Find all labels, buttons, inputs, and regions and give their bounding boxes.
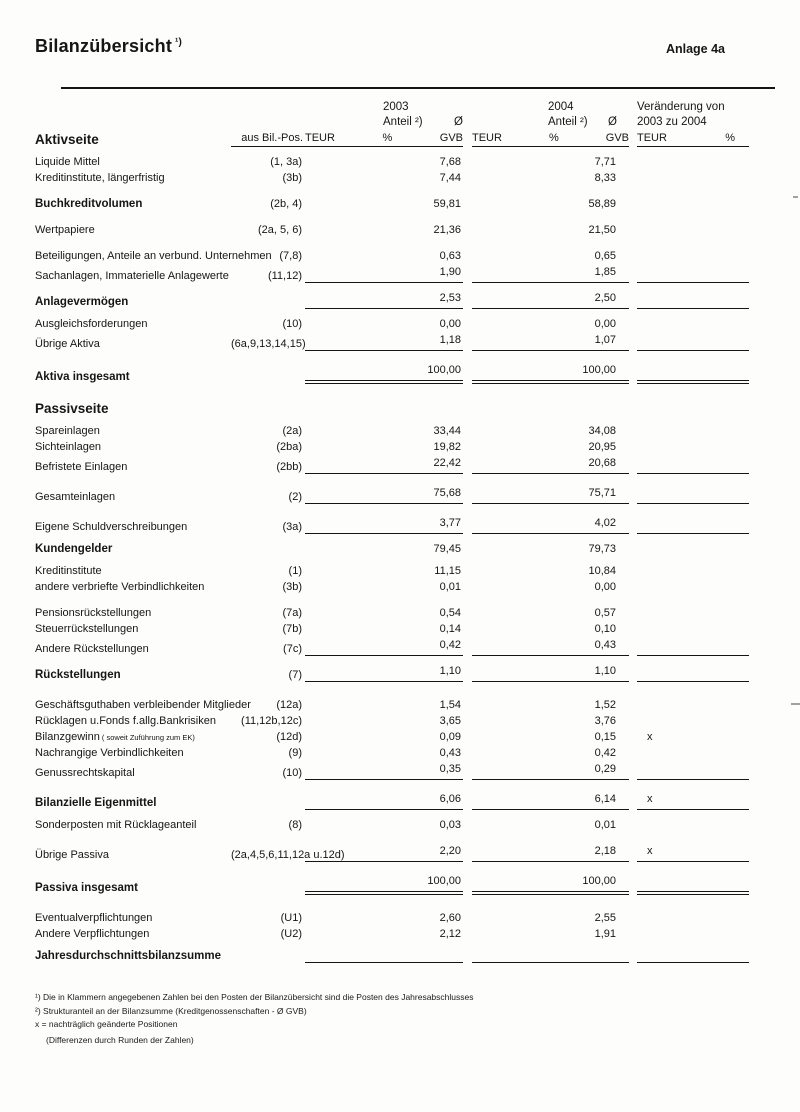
year-header-2004: [472, 100, 629, 130]
value-2003-pct: 2,20: [305, 845, 463, 862]
change-mark: [637, 678, 749, 682]
row-label: [35, 607, 231, 620]
year-2004-label: 2004: [548, 101, 574, 113]
change-mark: [637, 470, 749, 474]
column-headers-2004: [472, 132, 629, 147]
row-label-text: Spareinlagen: [35, 425, 100, 437]
table-row: [35, 928, 800, 941]
value-2003-pct: 75,68: [305, 487, 463, 504]
scan-artifact: [791, 703, 800, 705]
value-2004-pct: 0,42: [594, 747, 616, 759]
anteil-2003-label: Anteil ²): [383, 116, 423, 128]
row-balance-position: (2a): [282, 425, 302, 437]
value-2003-pct: 0,54: [439, 607, 461, 619]
value-2004-pct: 2,18: [472, 845, 629, 862]
column-headers-change: [637, 132, 749, 147]
row-label-text: Andere Rückstellungen: [35, 643, 149, 655]
change-header-line1: Veränderung von: [637, 101, 725, 113]
row-label: [35, 318, 231, 331]
change-mark: x: [647, 731, 653, 743]
value-2003-pct: [305, 959, 463, 963]
value-2004-pct: 21,50: [588, 224, 616, 236]
table-row: [35, 156, 800, 169]
table-row: [35, 639, 800, 656]
value-2003-pct: 22,42: [305, 457, 463, 474]
value-2004-pct: 75,71: [472, 487, 629, 504]
table-row: [35, 334, 800, 351]
year-header-row: [35, 100, 800, 130]
row-label-text: Passiva insgesamt: [35, 882, 138, 894]
footnote-2: ²) Strukturanteil an der Bilanzsumme (Kreditgenossenschaften - Ø GVB): [35, 1005, 307, 1016]
row-balance-position: (1): [288, 565, 302, 577]
footnote-4: (Differenzen durch Runden der Zahlen): [46, 1034, 194, 1045]
row-label-text: Befristete Einlagen: [35, 461, 128, 473]
row-label: [35, 731, 231, 744]
value-2003-pct: 1,18: [305, 334, 463, 351]
value-2003-pct: 6,06: [305, 793, 463, 810]
value-2003-pct: 3,77: [305, 517, 463, 534]
row-label-text: Beteiligungen, Anteile an verbund. Unternehmen: [35, 250, 272, 262]
table-row: [35, 845, 800, 862]
row-label: [35, 425, 231, 438]
table-row: [35, 198, 800, 211]
page-title: [35, 36, 182, 57]
value-2003-pct: 2,53: [305, 292, 463, 309]
value-2003-pct: 0,00: [439, 318, 461, 330]
change-mark: [637, 305, 749, 309]
column-header-pct-2004: %: [548, 132, 559, 144]
avg-symbol-2003: Ø: [454, 116, 463, 128]
value-2004-pct: 0,00: [594, 318, 616, 330]
row-balance-position: (7): [288, 669, 302, 681]
value-2004-pct: 0,65: [594, 250, 616, 262]
change-mark: x: [637, 793, 749, 810]
row-label: [35, 491, 231, 504]
value-2003-pct: 1,90: [305, 266, 463, 283]
value-2003-pct: 7,44: [439, 172, 461, 184]
value-2003-pct: 0,43: [439, 747, 461, 759]
value-2003-pct: 79,45: [433, 543, 461, 555]
row-balance-position: (2ba): [276, 441, 302, 453]
table-row: [35, 623, 800, 636]
value-2004-pct: 0,01: [594, 819, 616, 831]
row-label: [35, 172, 231, 185]
table-row: [35, 543, 800, 556]
column-headers-2003: [305, 132, 463, 147]
row-label: [35, 371, 231, 384]
value-2004-pct: 2,50: [472, 292, 629, 309]
row-balance-position: (7,8): [279, 250, 302, 262]
row-label-text: Eventualverpflichtungen: [35, 912, 153, 924]
row-label: [35, 250, 272, 263]
row-label: [35, 767, 231, 780]
table-row: [35, 607, 800, 620]
change-mark: [637, 279, 749, 283]
table-row: [35, 224, 800, 237]
change-mark: [637, 959, 749, 963]
value-2004-pct: 10,84: [588, 565, 616, 577]
row-label: [35, 928, 231, 941]
change-mark: [637, 347, 749, 351]
value-2004-pct: 2,55: [594, 912, 616, 924]
row-balance-position: (9): [288, 747, 302, 759]
row-label-text: Nachrangige Verbindlichkeiten: [35, 747, 184, 759]
row-balance-position: (7c): [283, 643, 302, 655]
title-footnote-marker: ¹): [175, 37, 183, 48]
value-2004-pct: 8,33: [594, 172, 616, 184]
row-balance-position: (7b): [282, 623, 302, 635]
row-balance-position: (2bb): [276, 461, 302, 473]
table-row: [35, 912, 800, 925]
table-row: [35, 581, 800, 594]
row-label-text: Sachanlagen, Immaterielle Anlagewerte: [35, 270, 229, 282]
table-row: [35, 793, 800, 810]
spacer: [629, 100, 637, 130]
spacer: [35, 100, 231, 130]
scan-artifact: [793, 196, 798, 198]
value-2004-pct: 34,08: [588, 425, 616, 437]
row-label: [35, 669, 231, 682]
value-2004-pct: 79,73: [588, 543, 616, 555]
row-balance-position: (3a): [282, 521, 302, 533]
value-2003-pct: 0,09: [439, 731, 461, 743]
row-balance-position: (12d): [276, 731, 302, 743]
column-header-pos: aus Bil.-Pos.: [231, 132, 305, 147]
value-2004-pct: 0,15: [594, 731, 616, 743]
table-row: [35, 487, 800, 504]
year-header-2003: [305, 100, 463, 130]
value-2003-pct: 0,63: [439, 250, 461, 262]
change-mark: [637, 888, 749, 895]
value-2004-pct: 1,85: [472, 266, 629, 283]
document-header: [35, 36, 725, 57]
footnote-3: x = nachträglich geänderte Positionen: [35, 1019, 178, 1029]
value-2003-pct: 0,42: [305, 639, 463, 656]
change-mark: [637, 652, 749, 656]
row-label-text: Genussrechtskapital: [35, 767, 135, 779]
value-2004-pct: 7,71: [594, 156, 616, 168]
table-row: [35, 457, 800, 474]
column-header-gvb-2003: GVB: [439, 132, 463, 144]
value-2004-pct: 1,91: [594, 928, 616, 940]
row-label-text: Aktiva insgesamt: [35, 371, 130, 383]
row-label: [35, 950, 231, 963]
value-2004-pct: 0,57: [594, 607, 616, 619]
value-2003-pct: 2,12: [439, 928, 461, 940]
row-label: [35, 747, 231, 760]
row-label-text: Übrige Passiva: [35, 849, 109, 861]
row-label: [35, 643, 231, 656]
row-label-text: Wertpapiere: [35, 224, 95, 236]
table-row: [35, 747, 800, 760]
attachment-label: Anlage 4a: [665, 42, 725, 56]
value-2003-pct: 0,35: [305, 763, 463, 780]
row-label-text: andere verbriefte Verbindlichkeiten: [35, 581, 205, 593]
change-mark: x: [637, 845, 749, 862]
row-label-text: Geschäftsguthaben verbleibender Mitglieder: [35, 699, 251, 711]
row-label: [35, 224, 231, 237]
row-label: [35, 819, 231, 832]
value-2003-pct: 11,15: [434, 565, 461, 577]
value-2004-pct: 0,00: [594, 581, 616, 593]
row-label-text: Pensionsrückstellungen: [35, 607, 152, 619]
table-row: [35, 665, 800, 682]
column-header-pct-change: %: [725, 132, 735, 144]
row-label-text: Jahresdurchschnittsbilanzsumme: [35, 950, 221, 962]
row-label-text: Gesamteinlagen: [35, 491, 116, 503]
column-header-teur-change: TEUR: [637, 132, 667, 144]
value-2004-pct: 20,95: [588, 441, 616, 453]
spacer: [231, 100, 305, 130]
row-balance-position: (12a): [276, 699, 302, 711]
row-balance-position: (7a): [282, 607, 302, 619]
anteil-2003-line: [383, 115, 463, 130]
row-label: [35, 882, 231, 895]
value-2004-pct: 6,14: [472, 793, 629, 810]
table-row: [35, 763, 800, 780]
row-balance-position: (2b, 4): [270, 198, 302, 210]
table-row: [35, 875, 800, 895]
row-label-note: ( soweit Zuführung zum EK): [99, 733, 195, 742]
row-label-text: Kundengelder: [35, 543, 113, 555]
top-rule-divider: [61, 87, 775, 89]
row-label-text: Buchkreditvolumen: [35, 198, 143, 210]
row-balance-position: (6a,9,13,14,15): [231, 338, 306, 350]
change-header: [637, 100, 749, 130]
row-label-text: Eigene Schuldverschreibungen: [35, 521, 188, 533]
row-label-text: Anlagevermögen: [35, 296, 129, 308]
column-header-pct-2003: %: [382, 132, 393, 144]
row-label-text: Bilanzgewinn: [35, 731, 100, 743]
value-2003-pct: 100,00: [305, 364, 463, 384]
row-label: [35, 797, 231, 810]
value-2004-pct: 0,29: [472, 763, 629, 780]
row-label: [35, 296, 231, 309]
row-label-text: Kreditinstitute: [35, 565, 102, 577]
row-balance-position: (3b): [282, 172, 302, 184]
table-row: [35, 715, 800, 728]
row-balance-position: (1, 3a): [270, 156, 302, 168]
footnotes: [35, 991, 800, 1047]
row-label: [35, 699, 251, 712]
value-2003-pct: 1,10: [305, 665, 463, 682]
change-mark: [637, 530, 749, 534]
row-label-text: Ausgleichsforderungen: [35, 318, 148, 330]
value-2004-pct: 0,10: [594, 623, 616, 635]
row-label: [35, 565, 231, 578]
value-2003-pct: 0,14: [439, 623, 461, 635]
section-label-passivseite: Passivseite: [35, 401, 109, 416]
row-balance-position: (8): [288, 819, 302, 831]
row-label-text: Bilanzielle Eigenmittel: [35, 797, 157, 809]
value-2004-pct: 1,52: [594, 699, 616, 711]
row-balance-position: (11,12): [267, 270, 302, 282]
change-mark: [637, 377, 749, 384]
table-row: [35, 565, 800, 578]
table-row: [35, 266, 800, 283]
table-row: [35, 172, 800, 185]
row-label: [35, 849, 231, 862]
anteil-2004-line: [548, 115, 617, 130]
value-2003-pct: 1,54: [439, 699, 461, 711]
row-label-text: Andere Verpflichtungen: [35, 928, 150, 940]
row-label: [35, 338, 231, 351]
value-2003-pct: 100,00: [305, 875, 463, 895]
table-row: [35, 441, 800, 454]
row-label: [35, 198, 231, 211]
row-balance-position: (U2): [280, 928, 302, 940]
value-2003-pct: 33,44: [433, 425, 461, 437]
row-balance-position: (10): [282, 318, 302, 330]
page-title-text: Bilanzübersicht: [35, 36, 173, 56]
row-label: [35, 715, 231, 728]
value-2003-pct: 0,03: [439, 819, 461, 831]
change-mark: [637, 500, 749, 504]
value-2004-pct: 100,00: [472, 875, 629, 895]
value-2004-pct: 0,43: [472, 639, 629, 656]
row-balance-position: (U1): [280, 912, 302, 924]
value-2004-pct: 1,10: [472, 665, 629, 682]
value-2003-pct: 21,36: [433, 224, 461, 236]
value-2003-pct: 59,81: [433, 198, 461, 210]
row-label-text: Kreditinstitute, längerfristig: [35, 172, 165, 184]
row-label: [35, 270, 231, 283]
table-row: [35, 425, 800, 438]
row-balance-position: (2): [288, 491, 302, 503]
spacer: [463, 100, 472, 130]
change-header-line2: 2003 zu 2004: [637, 116, 707, 128]
value-2003-pct: 0,01: [439, 581, 461, 593]
table-row: [35, 250, 800, 263]
row-label: [35, 461, 231, 474]
section-label-aktivseite: Aktivseite: [35, 132, 99, 147]
table-row: [35, 950, 800, 963]
footnote-1: ¹) Die in Klammern angegebenen Zahlen bei den Posten der Bilanzübersicht sind die Posten des Jahresabschlusses: [35, 992, 474, 1002]
row-balance-position: (11,12b,12c): [241, 715, 302, 727]
row-label: [35, 521, 231, 534]
row-balance-position: (3b): [282, 581, 302, 593]
change-mark: [637, 776, 749, 780]
table-row: [35, 731, 800, 744]
value-2004-pct: 20,68: [472, 457, 629, 474]
value-2004-pct: 4,02: [472, 517, 629, 534]
value-2003-pct: 2,60: [439, 912, 461, 924]
column-header-teur-2003: TEUR: [305, 132, 335, 144]
row-label-text: Liquide Mittel: [35, 156, 100, 168]
value-2004-pct: [472, 959, 629, 963]
table-row: [35, 819, 800, 832]
row-label-text: Sichteinlagen: [35, 441, 102, 453]
row-label: [35, 441, 231, 454]
anteil-2004-label: Anteil ²): [548, 116, 588, 128]
row-label: [35, 912, 231, 925]
row-label-text: Sonderposten mit Rücklageanteil: [35, 819, 197, 831]
column-subheader-row: [35, 132, 800, 147]
aktiva-rows: [35, 156, 800, 384]
value-2004-pct: 100,00: [472, 364, 629, 384]
row-label-text: Rücklagen u.Fonds f.allg.Bankrisiken: [35, 715, 216, 727]
row-label: [35, 623, 231, 636]
row-label-text: Steuerrückstellungen: [35, 623, 139, 635]
value-2004-pct: 1,07: [472, 334, 629, 351]
passiva-rows: [35, 425, 800, 963]
row-label-text: Rückstellungen: [35, 669, 121, 681]
table-row: [35, 699, 800, 712]
row-label-text: Übrige Aktiva: [35, 338, 100, 350]
value-2003-pct: 7,68: [439, 156, 461, 168]
table-row: [35, 318, 800, 331]
value-2003-pct: 3,65: [439, 715, 461, 727]
row-balance-position: (10): [282, 767, 302, 779]
row-label: [35, 156, 231, 169]
avg-symbol-2004: Ø: [608, 116, 617, 128]
value-2004-pct: 3,76: [594, 715, 616, 727]
row-balance-position: (2a, 5, 6): [257, 224, 302, 236]
table-row: [35, 292, 800, 309]
row-label: [35, 543, 231, 556]
year-2003-label: 2003: [383, 101, 409, 113]
row-balance-position: (2a,4,5,6,11,12a u.12d): [231, 849, 345, 861]
column-header-gvb-2004: GVB: [605, 132, 629, 144]
value-2004-pct: 58,89: [588, 198, 616, 210]
row-label: [35, 581, 231, 594]
value-2003-pct: 19,82: [433, 441, 461, 453]
column-header-teur-2004: TEUR: [472, 132, 502, 144]
table-row: [35, 364, 800, 384]
table-row: [35, 517, 800, 534]
